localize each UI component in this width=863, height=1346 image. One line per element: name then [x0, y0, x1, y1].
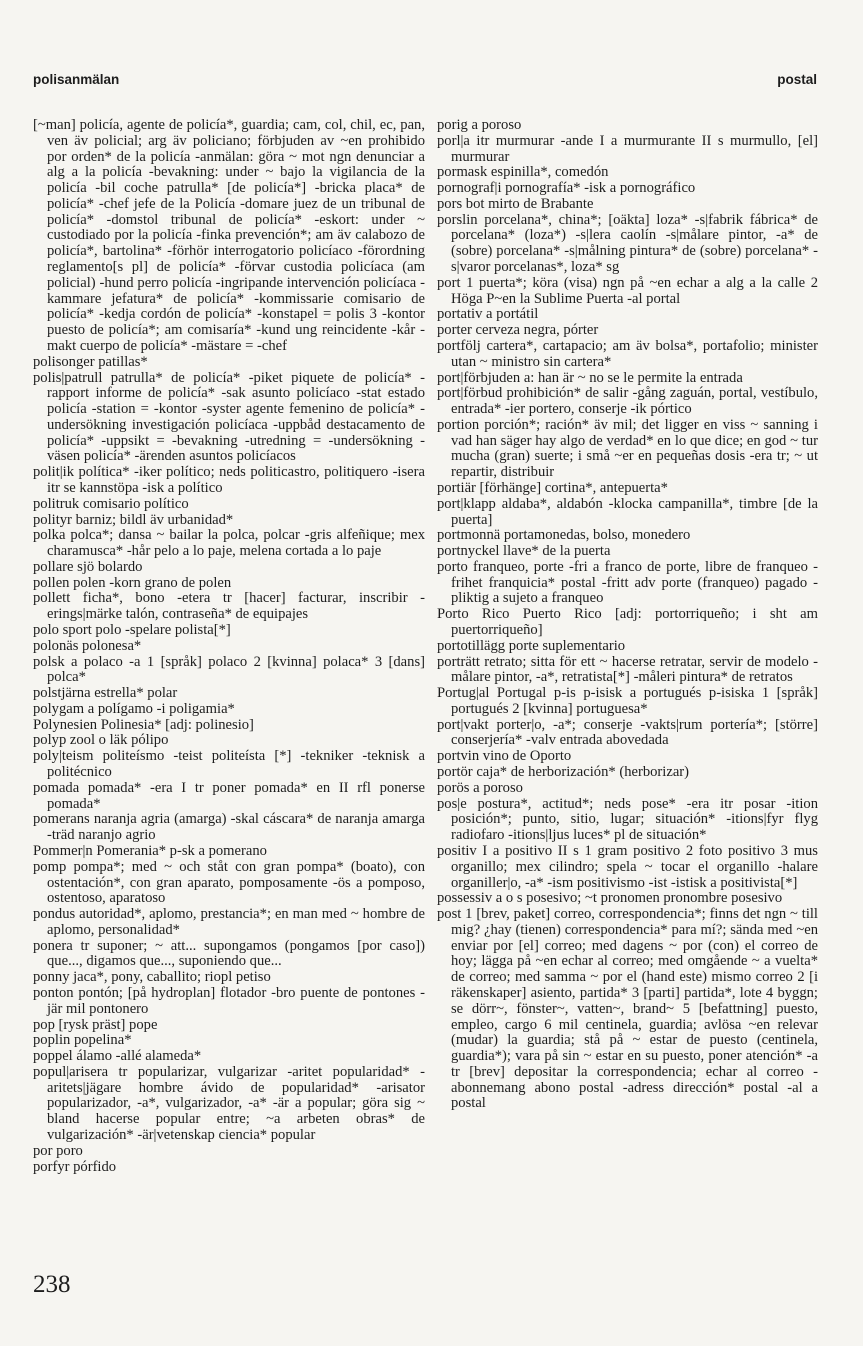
- dictionary-entry: porträtt retrato; sitta för ett ~ hacerse retratar, servir de modelo -målare pintor, -a*, retratista[*] -måleri pintura* de retratos: [437, 653, 818, 686]
- dictionary-entry: Portug|al Portugal p-is p-isisk a portugués p-isiska 1 [språk] portugués 2 [kvinna] portuguesa*: [437, 685, 818, 717]
- dictionary-entry: porter cerveza negra, pórter: [437, 322, 599, 339]
- page-edge: [823, 0, 863, 1346]
- dictionary-entry: pollett ficha*, bono -etera tr [hacer] facturar, inscribir -erings|märke talón, contraseña* de equipajes: [33, 590, 425, 623]
- dictionary-entry: pondus autoridad*, aplomo, prestancia*; en man med ~ hombre de aplomo, personalidad*: [33, 906, 425, 938]
- dictionary-entry: polit|ik política* -iker político; neds politicastro, politiquero -isera itr se kannstöpa -isk a político: [33, 464, 425, 496]
- dictionary-entry: portativ a portátil: [437, 306, 539, 323]
- dictionary-entry: polityr barniz; bildl äv urbanidad*: [33, 511, 234, 528]
- dictionary-entry: porig a poroso: [437, 118, 522, 133]
- dictionary-entry: pomada pomada* -era I tr poner pomada* en II rfl ponerse pomada*: [33, 779, 425, 812]
- right-column: [437, 118, 818, 1268]
- page-number: 238: [33, 1271, 71, 1298]
- running-head-left: polisanmälan: [33, 72, 120, 87]
- dictionary-entry: politruk comisario político: [33, 495, 189, 512]
- dictionary-entry: ponera tr suponer; ~ att... supongamos (pongamos [por caso]) que..., digamos que..., suponiendo que...: [33, 937, 425, 970]
- dictionary-entry: portion porción*; ración* äv mil; det ligger en viss ~ sanning i vad han säger hay algo de verdad* en lo que dice; en god ~ tur mucha (gran) suerte; i små ~er en pequeñas dosis -era tr; ~ ut repartir, distribuir: [437, 416, 818, 481]
- dictionary-entry: pomp pompa*; med ~ och ståt con gran pompa* (boato), con ostentación*, con gran aparato, pomposamente -ös a pomposo, ostentoso, aparatoso: [33, 858, 425, 907]
- dictionary-entry: polis|patrull patrulla* de policía* -piket piquete de policía* -rapport informe de policía* -sak asunto policíaco -stat estado policía -station = -kontor -syster agente femenino de policía* -undersökning investigación policíaca -uppbåd destacamento de policía* -uppsikt = -bevakning -utredning = -undersökning -väsen policía* -ärenden asuntos policíacos: [33, 369, 425, 465]
- dictionary-entry: Pommer|n Pomerania* p-sk a pomerano: [33, 842, 267, 859]
- dictionary-entry: polo sport polo -spelare polista[*]: [33, 622, 231, 638]
- dictionary-entry: poppel álamo -allé alameda*: [33, 1048, 202, 1065]
- dictionary-entry: portiär [förhänge] cortina*, antepuerta*: [437, 479, 668, 496]
- dictionary-entry: positiv I a positivo II s 1 gram positivo 2 foto positivo 3 mus organillo; mex cilindro; spela ~ tocar el organillo -halare organiller|o, -a* -ism positivismo -ist -istisk a positivista[*]: [437, 842, 818, 891]
- dictionary-entry: port|vakt porter|o, -a*; conserje -vakts|rum portería*; [större] conserjería* -valv entrada abovedada: [437, 716, 818, 749]
- dictionary-entry: portvin vino de Oporto: [437, 748, 572, 765]
- dictionary-entry: pollen polen -korn grano de polen: [33, 574, 232, 591]
- dictionary-entry: port|förbud prohibición* de salir -gång zaguán, portal, vestíbulo, entrada* -ier portero, conserje -ik pórtico: [437, 385, 818, 418]
- dictionary-entry: pos|e postura*, actitud*; neds pose* -era itr posar -ition posición*; punto, sitio, lugar; situación* -itions|fyr flyg radiofaro -itions|ljus luces* pl de situación*: [437, 795, 818, 844]
- dictionary-entry: pors bot mirto de Brabante: [437, 195, 594, 212]
- dictionary-entry: popul|arisera tr popularizar, vulgarizar -aritet popularidad* -aritets|jägare hombre ávido de popularidad* -arisator popularizador, -a*, vulgarizador, -a* -är a popular; göra sig ~ bland hacerse popular entre; ~a arbeten obras* de vulgarización* -är|vetenskap ciencia* popular: [33, 1063, 425, 1143]
- dictionary-entry: polsk a polaco -a 1 [språk] polaco 2 [kvinna] polaca* 3 [dans] polca*: [33, 653, 425, 686]
- dictionary-entry: [~man] policía, agente de policía*, guardia; cam, col, chil, ec, pan, ven äv policial; arg äv policiano; förbjuden av ~en prohibido por orden* de la policía -anmälan: göra ~ mot ngn denunciar a alg a la policía -bevakning: under ~ bajo la vigilancia de la policía -bil coche patrulla* [de policía*] -bricka placa* de policía* -chef jefe de la Policía -domare juez de un tribunal de policía* -domstol tribunal de policía* -eskort: under ~ custodiado por la policía -finka prevención*; am äv calabozo de policía*, bartolina* -förhör interrogatorio policíaco -förordning reglamento[s pl] de policía* -förvar custodia policíaca (am policial) -hund perro policía -ingripande intervención policíaca -kammare jefatura* de policía* -kommissarie comisario de policía* -kedja cordón de policía* -konstapel = polis 3 -kontor puesto de policía*; am comisaría* -kund ung reincidente -kår -makt cuerpo de policía* -mästare = -chef: [33, 118, 425, 354]
- dictionary-entry: pomerans naranja agria (amarga) -skal cáscara* de naranja amarga -träd naranjo agrio: [33, 811, 425, 844]
- dictionary-entry: port|klapp aldaba*, aldabón -klocka campanilla*, timbre [de la puerta]: [437, 495, 818, 528]
- left-column: [33, 118, 425, 1268]
- dictionary-entry: pormask espinilla*, comedón: [437, 164, 609, 181]
- dictionary-entry: pop [rysk präst] pope: [33, 1016, 158, 1033]
- running-head: [33, 72, 817, 96]
- dictionary-entry: porfyr pórfido: [33, 1158, 117, 1175]
- dictionary-entry: pollare sjö bolardo: [33, 558, 143, 575]
- dictionary-entry: Polynesien Polinesia* [adj: polinesio]: [33, 716, 254, 733]
- dictionary-entry: polstjärna estrella* polar: [33, 685, 178, 702]
- dictionary-entry: porl|a itr murmurar -ande I a murmurante II s murmullo, [el] murmurar: [437, 132, 818, 165]
- dictionary-entry: por poro: [33, 1142, 83, 1159]
- dictionary-entry: poplin popelina*: [33, 1032, 132, 1049]
- dictionary-entry: portfölj cartera*, cartapacio; am äv bolsa*, portafolio; minister utan ~ ministro sin cartera*: [437, 337, 818, 370]
- dictionary-entry: port 1 puerta*; köra (visa) ngn på ~en echar a alg a la calle 2 Höga P~en la Sublime Puerta -al portal: [437, 274, 818, 307]
- dictionary-entry: polonäs polonesa*: [33, 637, 142, 654]
- dictionary-entry: polisonger patillas*: [33, 353, 148, 370]
- dictionary-entry: Porto Rico Puerto Rico [adj: portorriqueño; i sht am puertorriqueño]: [437, 606, 818, 638]
- dictionary-entry: portnyckel llave* de la puerta: [437, 543, 611, 560]
- dictionary-entry: porslin porcelana*, china*; [oäkta] loza* -s|fabrik fábrica* de porcelana* (loza*) -s|lera caolín -s|målare pintor, -a* de (sobre) porcelana* -s|målning pintura* de (sobre) porcelana* -s|varor porcelanas*, loza* sg: [437, 211, 818, 276]
- running-head-right: postal: [777, 72, 817, 87]
- dictionary-entry: polygam a polígamo -i poligamia*: [33, 700, 235, 717]
- dictionary-entry: ponton pontón; [på hydroplan] flotador -bro puente de pontones -jär mil pontonero: [33, 984, 425, 1017]
- dictionary-entry: poly|teism politeísmo -teist politeísta [*] -tekniker -teknisk a politécnico: [33, 748, 425, 781]
- dictionary-entry: port|förbjuden a: han är ~ no se le permite la entrada: [437, 369, 743, 386]
- dictionary-entry: porös a poroso: [437, 779, 523, 796]
- dictionary-entry: polka polca*; dansa ~ bailar la polca, polcar -gris alfeñique; mex charamusca* -hår pelo a lo paje, melena cortada a lo paje: [33, 527, 425, 560]
- dictionary-entry: possessiv a o s posesivo; ~t pronomen pronombre posesivo: [437, 890, 783, 907]
- dictionary-entry: portmonnä portamonedas, bolso, monedero: [437, 527, 691, 544]
- dictionary-entry: post 1 [brev, paket] correo, correspondencia*; finns det ngn ~ till mig? ¿hay (tienen) correspondencia* para mí?; sända med ~en enviar por [el] correo; med dagens ~ por (con) el correo de hoy; lägga på ~en echar al correo; med omgående ~ a vuelta* de correo; med samma ~ por el (hand este) mismo correo 2 [i räkenskaper] asiento, partida* 3 [parti] partida*, lote 4 byggn; se dörr~, fönster~, vatten~, brand~ 5 [befattning] puesto, empleo, cargo 6 mil centinela, guardia; avlösa ~en relevar (mudar) la guardia; stå på ~ estar de puesto (centinela, guardia*); vara på sin ~ estar en su puesto, poner atención* -a tr [brev] depositar la correspondencia; echar al correo -abonnemang abono postal -adress dirección* postal -al a postal: [437, 906, 818, 1112]
- dictionary-entry: portotillägg porte suplementario: [437, 637, 626, 654]
- dictionary-entry: polyp zool o läk pólipo: [33, 732, 169, 749]
- dictionary-entry: ponny jaca*, pony, caballito; riopl petiso: [33, 969, 271, 986]
- dictionary-entry: pornograf|i pornografía* -isk a pornográfico: [437, 180, 696, 197]
- dictionary-entry: portör caja* de herborización* (herborizar): [437, 764, 690, 781]
- dictionary-entry: porto franqueo, porte -fri a franco de porte, libre de franqueo -frihet franquicia* postal -fritt adv porte (franqueo) pagado -pliktig a sujeto a franqueo: [437, 558, 818, 607]
